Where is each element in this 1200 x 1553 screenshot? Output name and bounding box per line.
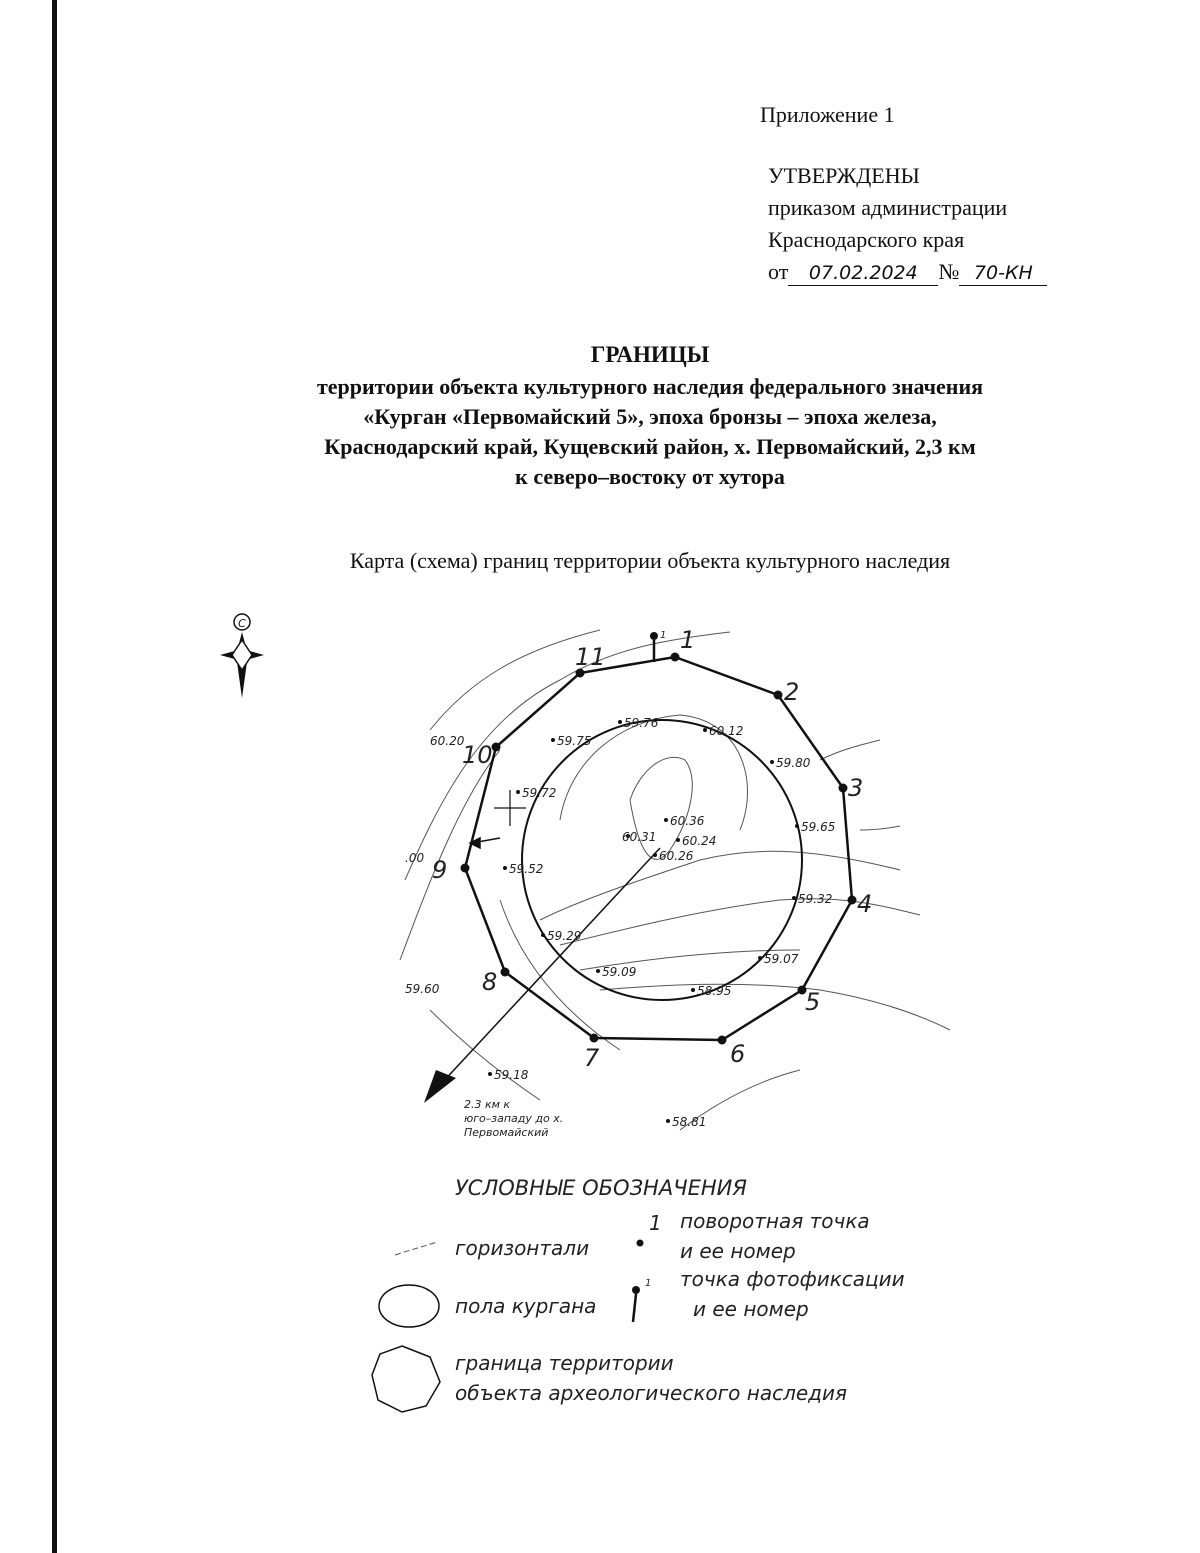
elevation-label: 59.80 [776, 756, 811, 770]
boundary-point-6 [718, 1036, 727, 1045]
elevation-label: 60.31 [622, 830, 657, 844]
side-arrow-icon [470, 838, 500, 848]
elevation-label: 59.07 [764, 952, 799, 966]
legend-mound-symbol [379, 1285, 439, 1327]
point-label-6: 6 [730, 1040, 746, 1068]
elevation-label: 59.29 [547, 929, 582, 943]
legend-contours-label: горизонтали [455, 1236, 590, 1260]
elevation-label: 60.36 [670, 814, 705, 828]
point-label-2: 2 [784, 678, 800, 706]
elevation-label: .00 [405, 851, 425, 865]
boundary-point-2 [774, 691, 783, 700]
legend-photo-point-stem [633, 1294, 636, 1322]
title-line-2: «Курган «Первомайский 5», эпоха бронзы – эпоха железа, [363, 404, 937, 429]
contour-lines [400, 630, 950, 1130]
elevation-label: 59.60 [405, 982, 440, 996]
legend-boundary-l2: объекта археологического наследия [455, 1381, 848, 1405]
boundary-point-10 [492, 743, 501, 752]
legend-boundary-symbol [372, 1346, 440, 1412]
legend-boundary-l1: граница территории [455, 1351, 674, 1375]
point-label-8: 8 [482, 968, 498, 996]
elevation-label: 59.75 [557, 734, 592, 748]
order-date: 07.02.2024 [788, 261, 938, 286]
boundary-point-7 [590, 1034, 599, 1043]
legend-turn-point-l1: поворотная точка [680, 1209, 870, 1233]
elevation-label: 59.09 [602, 965, 637, 979]
title-line-3: Краснодарский край, Кущевский район, х. Первомайский, 2,3 км [324, 434, 976, 459]
order-line-2: Краснодарского края [768, 227, 965, 252]
legend-mound-label: пола кургана [455, 1294, 597, 1318]
point-label-1: 1 [680, 626, 696, 654]
annex-label: Приложение 1 [760, 102, 895, 127]
legend-photo-num: 1 [645, 1278, 652, 1289]
legend-photo-point-dot [632, 1286, 640, 1294]
legend-turn-point-num: 1 [649, 1211, 662, 1235]
elevation-label: 59.32 [798, 892, 833, 906]
direction-note-2: юго–западу до х. [464, 1112, 564, 1125]
direction-note-3: Первомайский [464, 1126, 549, 1139]
elevation-label: 58.95 [697, 984, 732, 998]
boundary-point-1 [671, 653, 680, 662]
elevation-label: 59.65 [801, 820, 836, 834]
north-arrow-icon [220, 614, 264, 698]
title-line-1: территории объекта культурного наследия федерального значения [316, 374, 984, 399]
elevation-label: 60.12 [709, 724, 744, 738]
number-prefix: № [938, 259, 960, 284]
point-label-7: 7 [584, 1044, 600, 1072]
point-label-9: 9 [432, 856, 448, 884]
boundary-point-9 [461, 864, 470, 873]
point-label-11: 11 [575, 643, 606, 671]
legend-photo-l2: и ее номер [693, 1297, 809, 1321]
legend-contour-symbol [395, 1242, 437, 1255]
elevation-label: 60.24 [682, 834, 717, 848]
legend-title: УСЛОВНЫЕ ОБОЗНАЧЕНИЯ [455, 1176, 747, 1200]
date-prefix: от [768, 259, 789, 284]
elevation-label: 59.52 [509, 862, 544, 876]
direction-note-1: 2.3 км к [464, 1098, 511, 1111]
elevation-label: 60.26 [659, 849, 694, 863]
photo-point-marker [650, 630, 666, 662]
title-line-4: к северо–востоку от хутора [515, 464, 785, 489]
boundary-point-8 [501, 968, 510, 977]
point-label-10: 10 [462, 741, 493, 769]
elevation-label: 58.81 [672, 1115, 707, 1129]
elevation-label: 59.18 [494, 1068, 529, 1082]
point-label-3: 3 [848, 774, 864, 802]
order-number: 70-КН [959, 261, 1047, 286]
elevation-label: 59.76 [624, 716, 659, 730]
legend-turn-point-dot [637, 1240, 644, 1247]
legend-photo-l1: точка фотофиксации [680, 1267, 905, 1291]
photo-point-label: 1 [660, 630, 667, 641]
legend-turn-point-l2: и ее номер [680, 1239, 796, 1263]
elevation-label: 59.72 [522, 786, 557, 800]
point-label-5: 5 [805, 988, 821, 1016]
approved-label: УТВЕРЖДЕНЫ [768, 163, 920, 188]
boundary-point-4 [848, 896, 857, 905]
point-label-4: 4 [857, 890, 873, 918]
elevation-label: 60.20 [430, 734, 465, 748]
title-heading: ГРАНИЦЫ [590, 342, 710, 367]
boundary-point-3 [839, 784, 848, 793]
order-line-1: приказом администрации [768, 195, 1008, 220]
map-subtitle: Карта (схема) границ территории объекта культурного наследия [349, 548, 951, 573]
north-label: С [238, 617, 246, 630]
